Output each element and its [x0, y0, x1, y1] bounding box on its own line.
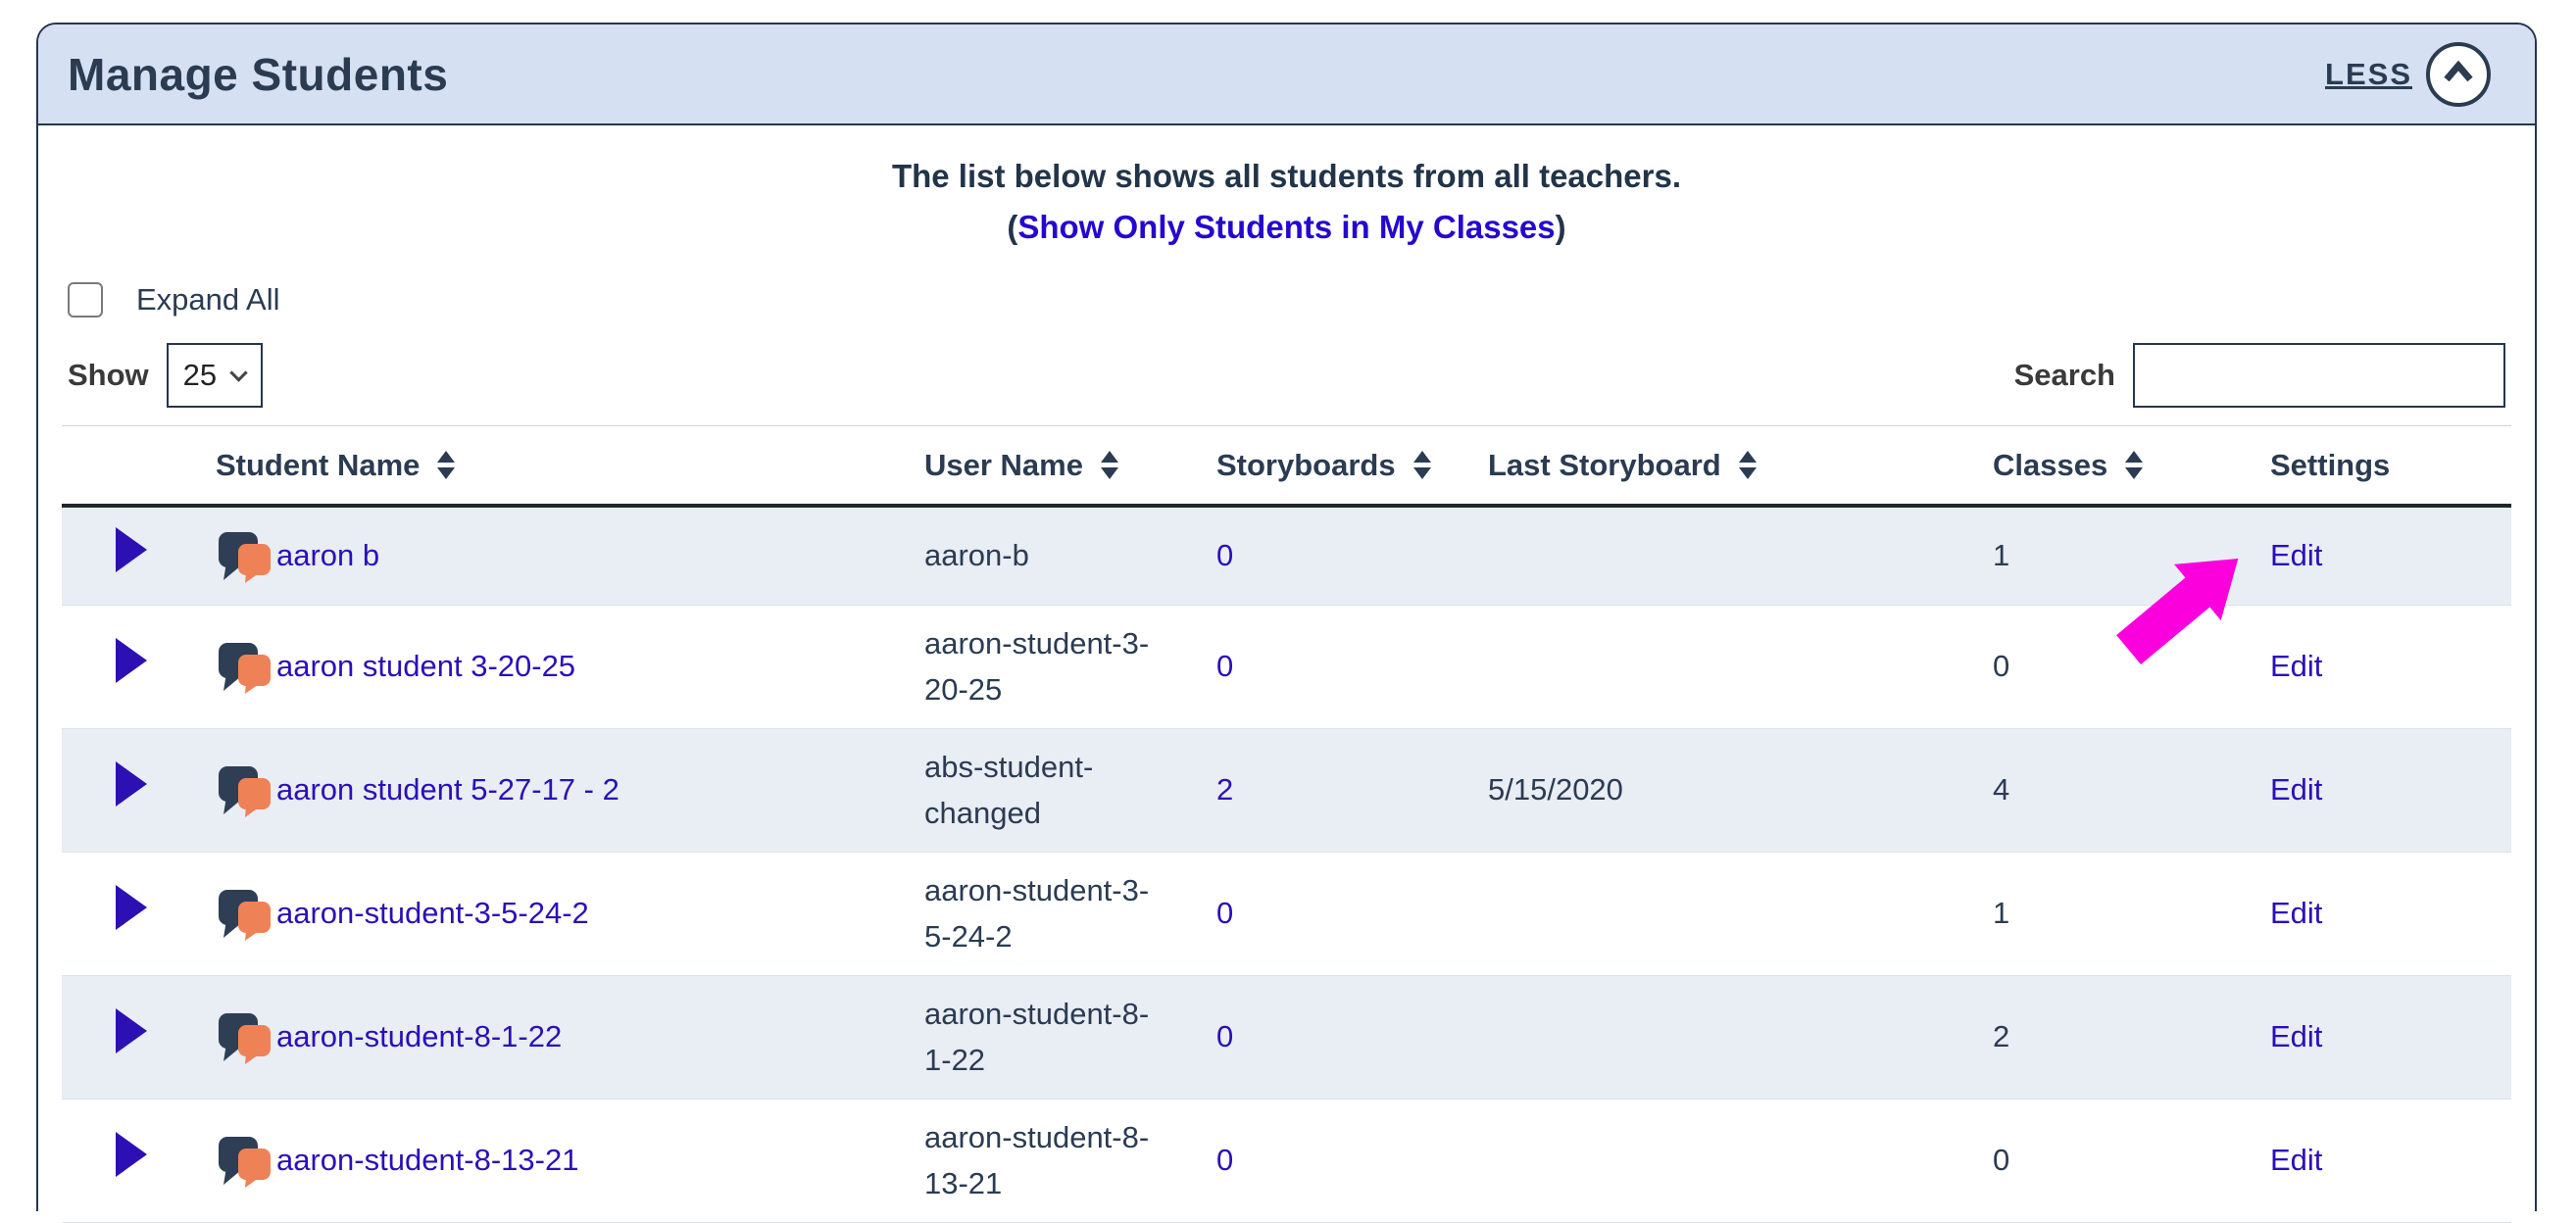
edit-link[interactable]: Edit: [2270, 896, 2323, 931]
classes-cell: 1: [1993, 896, 2010, 931]
expand-all-checkbox[interactable]: [68, 282, 103, 318]
play-triangle-icon[interactable]: [116, 885, 147, 930]
play-triangle-icon[interactable]: [116, 761, 147, 807]
settings-cell: [2270, 533, 2511, 579]
expand-cell: [62, 1008, 216, 1067]
storyboards-cell: [1216, 533, 1488, 579]
pointer-arrow-annotation: [2096, 545, 2257, 677]
collapse-link[interactable]: LESS: [2325, 56, 2412, 91]
chat-bubbles-icon: [216, 763, 272, 818]
col-classes[interactable]: [1993, 448, 2270, 483]
settings-cell: [2270, 891, 2511, 937]
student-row: [62, 729, 2511, 853]
expand-cell: [62, 1132, 216, 1191]
page-size-select[interactable]: [167, 343, 263, 408]
storyboards-count-link[interactable]: 0: [1216, 896, 1234, 931]
search-group: [2014, 343, 2505, 408]
user-name-cell: aaron-student-3-5-24-2: [924, 873, 1150, 954]
expand-all-label: Expand All: [136, 282, 280, 317]
user-name-cell: aaron-student-8-1-22: [924, 997, 1150, 1077]
student-row: [62, 853, 2511, 976]
paren-open: (: [1007, 209, 1018, 245]
table-header-row: [62, 425, 2511, 508]
expand-all-control[interactable]: [68, 282, 2535, 318]
paren-close: ): [1555, 209, 1566, 245]
play-triangle-icon[interactable]: [116, 527, 147, 572]
col-label: Settings: [2270, 447, 2391, 482]
user-name-cell: abs-student-changed: [924, 750, 1094, 830]
user-name-cell: aaron-b: [924, 538, 1029, 573]
chat-bubbles-icon: [216, 529, 272, 584]
col-student-name[interactable]: [216, 448, 924, 483]
classes-cell: 0: [1993, 649, 2010, 684]
col-label: Last Storyboard: [1488, 447, 1721, 482]
settings-cell: [2270, 1138, 2511, 1184]
expand-cell: [62, 885, 216, 944]
chat-bubbles-icon: [216, 640, 272, 695]
chevron-up-icon: [2442, 61, 2475, 87]
play-triangle-icon[interactable]: [116, 1008, 147, 1053]
settings-cell: [2270, 644, 2511, 690]
expand-cell: [62, 761, 216, 820]
last-storyboard-cell: 5/15/2020: [1488, 772, 1623, 807]
page-title: Manage Students: [68, 48, 449, 100]
col-label: Classes: [1993, 447, 2108, 482]
show-label: Show: [68, 358, 149, 392]
page-size-value: 25: [182, 358, 218, 392]
chat-bubbles-icon: [216, 887, 272, 942]
col-label: Storyboards: [1216, 447, 1396, 482]
search-label: Search: [2013, 358, 2115, 392]
col-settings: [2270, 448, 2511, 483]
play-triangle-icon[interactable]: [116, 1132, 147, 1177]
student-row: [62, 1100, 2511, 1223]
storyboards-cell: [1216, 1014, 1488, 1060]
sort-icon[interactable]: [2125, 451, 2143, 479]
play-triangle-icon[interactable]: [116, 638, 147, 683]
chat-bubbles-icon: [216, 1134, 272, 1189]
classes-cell: 0: [1993, 1143, 2010, 1178]
student-name-cell: [216, 1010, 924, 1065]
chevron-down-icon: [229, 364, 247, 381]
panel-body: [38, 155, 2535, 1223]
storyboards-count-link[interactable]: 0: [1216, 1019, 1234, 1054]
student-name-link[interactable]: aaron student 3-20-25: [276, 649, 576, 684]
panel-header: [38, 24, 2535, 125]
student-name-link[interactable]: aaron b: [276, 538, 380, 573]
storyboards-cell: [1216, 891, 1488, 937]
student-name-link[interactable]: aaron-student-8-1-22: [276, 1019, 563, 1054]
sort-icon[interactable]: [1413, 451, 1431, 479]
student-name-cell: [216, 887, 924, 942]
settings-cell: [2270, 767, 2511, 813]
table-controls: [68, 343, 2505, 408]
student-name-cell: [216, 1134, 924, 1189]
storyboards-cell: [1216, 767, 1488, 813]
col-label: Student Name: [216, 447, 421, 482]
col-last-storyboard[interactable]: [1488, 448, 1993, 483]
storyboards-cell: [1216, 644, 1488, 690]
expand-cell: [62, 527, 216, 586]
col-label: User Name: [924, 447, 1083, 482]
edit-link[interactable]: Edit: [2270, 538, 2323, 573]
storyboards-cell: [1216, 1138, 1488, 1184]
classes-cell: 4: [1993, 772, 2010, 807]
user-name-cell: aaron-student-3-20-25: [924, 626, 1150, 707]
student-row: [62, 976, 2511, 1100]
page-size-group: [68, 343, 263, 408]
student-name-cell: [216, 529, 924, 584]
storyboards-count-link[interactable]: 0: [1216, 649, 1234, 684]
chat-bubbles-icon: [216, 1010, 272, 1065]
edit-link[interactable]: Edit: [2270, 1019, 2323, 1054]
intro-subtext: [38, 206, 2535, 249]
expand-cell: [62, 638, 216, 697]
classes-cell: 1: [1993, 538, 2010, 573]
edit-link[interactable]: Edit: [2270, 772, 2323, 807]
panel-header-actions: [2325, 42, 2491, 107]
storyboards-count-link[interactable]: 0: [1216, 538, 1234, 573]
intro-text: The list below shows all students from all teachers.: [891, 158, 1682, 194]
student-name-link[interactable]: aaron-student-8-13-21: [276, 1143, 579, 1178]
sort-icon[interactable]: [1101, 451, 1118, 479]
edit-link[interactable]: Edit: [2270, 649, 2323, 684]
settings-cell: [2270, 1014, 2511, 1060]
show-only-my-classes-link[interactable]: Show Only Students in My Classes: [1017, 209, 1556, 245]
student-name-link[interactable]: aaron-student-3-5-24-2: [276, 896, 589, 931]
classes-cell: 2: [1993, 1019, 2010, 1054]
search-input[interactable]: [2133, 343, 2505, 408]
sort-icon[interactable]: [1739, 451, 1757, 479]
user-name-cell: aaron-student-8-13-21: [924, 1120, 1150, 1200]
storyboards-count-link[interactable]: 2: [1216, 772, 1234, 807]
intro: [38, 155, 2535, 249]
col-user-name[interactable]: [924, 448, 1216, 483]
student-name-cell: [216, 640, 924, 695]
sort-icon[interactable]: [437, 451, 455, 479]
edit-link[interactable]: Edit: [2270, 1143, 2323, 1178]
student-name-link[interactable]: aaron student 5-27-17 - 2: [276, 772, 619, 807]
student-name-cell: [216, 763, 924, 818]
storyboards-count-link[interactable]: 0: [1216, 1143, 1234, 1178]
collapse-button[interactable]: [2426, 42, 2491, 107]
col-storyboards[interactable]: [1216, 448, 1488, 483]
